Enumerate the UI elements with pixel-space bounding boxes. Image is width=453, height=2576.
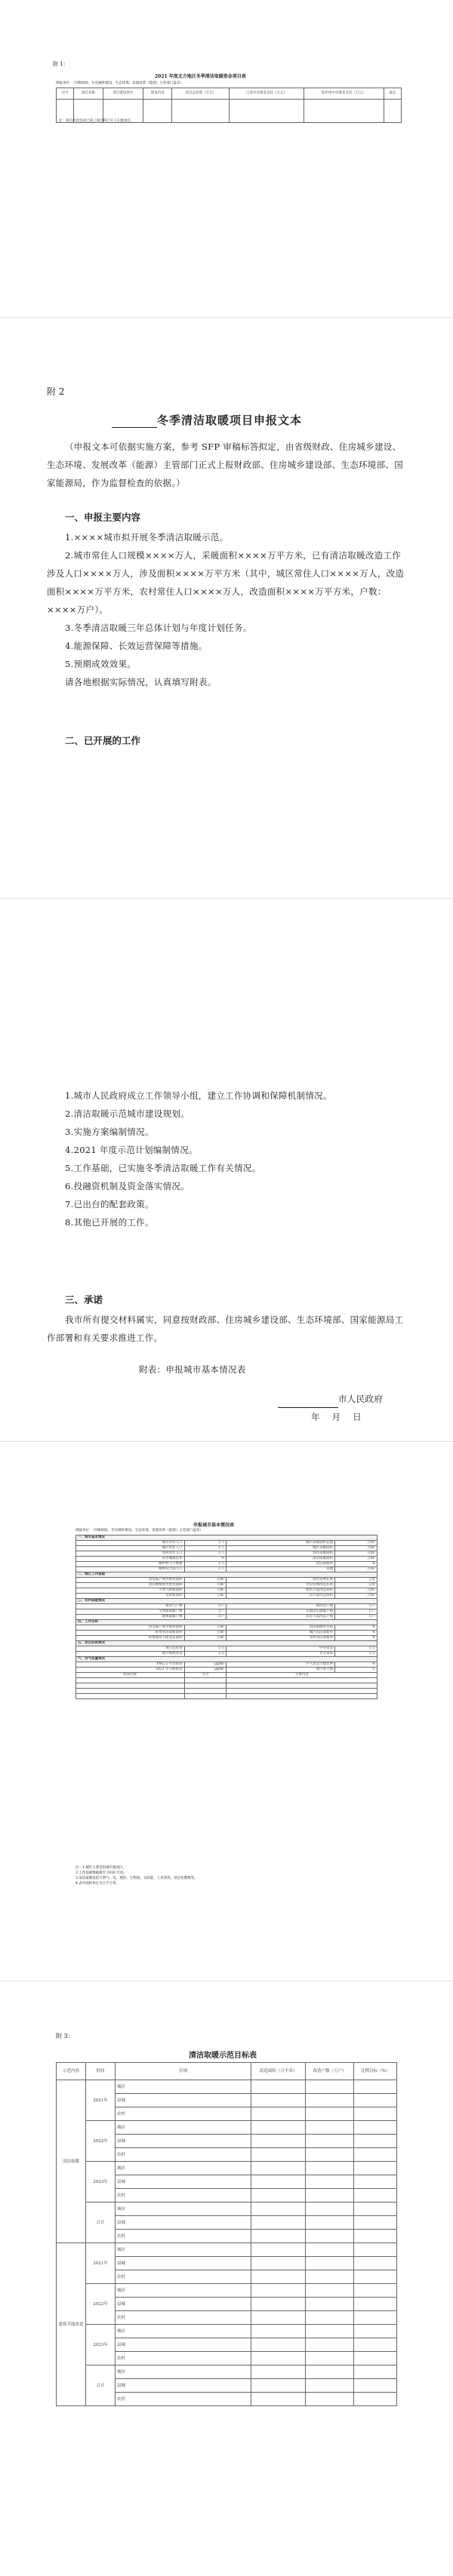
city-underline [278,1397,338,1408]
page-divider [0,1441,453,1442]
unit-cell: 万户 [184,1609,226,1615]
table-row [76,1689,378,1694]
label-cell: 其他清洁取暖户数 [226,1609,335,1615]
label-cell: 空气优良天数比例 [226,1662,335,1668]
year-cell: 2023年 [86,2325,116,2365]
header-cell: 改造面积（万平米） [251,2063,306,2080]
label-cell: 天然气供暖面积 [76,1588,185,1594]
table-row [76,1694,378,1699]
unit-cell: 公里 [335,1578,378,1583]
header-cell: 序号 [57,88,74,100]
label-cell: 农村采暖面积 [226,1551,335,1557]
area-cell: 农村 [116,2311,251,2325]
area-cell: 城区 [116,2162,251,2175]
project-table [56,88,402,123]
label-cell: 电供暖面积 [76,1594,185,1599]
signature-date: 年 月 日 [311,1412,362,1422]
unit-cell: 万m² [335,1551,378,1557]
unit-cell: 万m² [184,1588,226,1594]
label-cell: 清洁取暖面积 [226,1557,335,1562]
table-row [76,1615,378,1620]
label-cell: 煤改气户数 [76,1604,185,1609]
label-cell: 项目总投资 [76,1646,185,1652]
unit-cell: 万m² [335,1541,378,1546]
group-cell: 清洁取暖 [57,2080,86,2243]
label-cell: 热计量改造面积 [226,1594,335,1599]
section-heading: 一、城市基本情况 [76,1535,378,1541]
label-cell: 清洁燃煤集中供热面积 [76,1583,185,1588]
unit-cell: % [335,1625,378,1631]
header-cell: 示范内容 [57,2063,86,2080]
page-3 [0,905,453,1422]
year-cell: 2022年 [86,2284,116,2325]
list-item: 1.××××城市拟开展冬季清洁取暖示范。 [65,532,229,543]
unit-cell: 万元 [335,1646,378,1652]
section-heading: 三、农村取暖情况 [76,1599,378,1604]
group-cell: 建筑节能改造 [57,2243,86,2406]
section-1-list [47,528,408,691]
unit-line: 填报单位：（市级财政、住房城乡建设、生态环境、发展改革（能源）主管部门盖章） [56,81,183,85]
list-item: 请各地根据实际情况，认真填写附表。 [65,677,217,687]
unit-cell: % [335,1662,378,1668]
area-cell: 城区 [116,2325,251,2338]
table-row [76,1609,378,1615]
unit-cell: 万元 [335,1652,378,1657]
year-cell: 2022年 [86,2121,116,2162]
year-cell: 2021年 [86,2243,116,2284]
label-cell: 2021 年目标浓度 [76,1668,185,1673]
table-row [76,1683,378,1689]
table-row [76,1625,378,1631]
section-heading: 五、项目投资情况 [76,1641,378,1646]
table-row [76,1604,378,1609]
area-cell: 农村 [116,2230,251,2243]
unit-cell: 万户 [184,1604,226,1609]
unit-cell: 万m² [335,1546,378,1551]
table-row [76,1562,378,1567]
area-cell: 城区 [116,2365,251,2379]
page-divider [0,317,453,318]
header-cell: 区域 [116,2063,251,2080]
table-row [57,2365,397,2379]
note-line: 3.清洁取暖包括天然气、电、地热、生物质、太阳能、工业余热、清洁化燃煤等。 [76,1877,198,1880]
unit-cell: μg/m³ [184,1662,226,1668]
header-cell: 项目建设单位 [103,88,143,100]
page-title: 2021 年度北方地区冬季清洁取暖资金项目表 [155,74,246,79]
list-item: 4.能源保障、长效运营保障等措施。 [65,641,208,651]
list-item: 8.其他已开展的工作。 [65,1217,154,1228]
header-cell: 改造户数（万户） [305,2063,353,2080]
unit-cell: 万m² [335,1567,378,1572]
section-3-heading: 三、承诺 [65,1294,103,1305]
section-1-heading: 一、申报主要内容 [65,512,141,523]
label-cell: 热电联产集中供热面积 [76,1578,185,1583]
unit-cell: % [335,1631,378,1636]
unit-cell: 万户 [335,1604,378,1609]
header-cell: 比例目标（%） [354,2063,397,2080]
header-cell: 政策名称 [76,1673,185,1678]
table-row [57,2284,397,2298]
page-5 [0,1988,453,2576]
unit-cell: 万户 [335,1615,378,1620]
header-cell: 主要内容 [226,1673,378,1678]
header-cell: 项目总投资（万元） [172,88,230,100]
list-item: 2.城市常住人口规模××××万人，采暖面积××××万平方米，已有清洁取暖改造工作涉及人口××××万人，涉及面积××××万平方米（其中，城区常住人口××××万人，改造面积××××万平方米，农村常住人口××××万人，改造面积××××万平方米，户数：××××万户）。 [47,550,405,615]
unit-cell: 万m² [184,1636,226,1641]
unit-cell: 万人 [184,1546,226,1551]
header-cell: 文号 [184,1673,226,1678]
table-row [76,1546,378,1551]
list-item: 5.工作基础，已实施冬季清洁取暖工作有关情况。 [65,1163,261,1173]
unit-cell: 万人 [184,1567,226,1572]
section-row [76,1641,378,1646]
table-row [76,1594,378,1599]
list-item: 1.城市人民政府成立工作领导小组，建立工作协调和保障机制情况。 [65,1090,332,1101]
label-cell: 老旧管网改造长度 [226,1583,335,1588]
unit-cell: % [184,1557,226,1562]
unit-cell: 万元 [184,1646,226,1652]
list-item: 3.冬季清洁取暖三年总体计划与年度计划任务。 [65,622,252,633]
year-cell: 2023年 [86,2162,116,2203]
area-cell: 县城 [116,2379,251,2393]
page-4 [0,1449,453,1977]
header-cell: 项目名称 [74,88,103,100]
label-cell: 城乡结合部人口 [76,1567,185,1572]
label-cell: 城市采暖面积总量 [226,1541,335,1546]
area-cell: 城区 [116,2203,251,2216]
table-row [57,2121,397,2135]
unit-cell: 万m² [184,1578,226,1583]
header-cell: 拟申请中央资金支持（万元） [304,88,384,100]
label-cell: 清洁取暖率目标 [226,1625,335,1631]
label-cell: 农村清洁取暖率 [226,1636,335,1641]
area-cell: 城区 [116,2080,251,2094]
note-line: 2.工作基础数据截至 2020 年底。 [76,1871,128,1875]
city-info-table [76,1535,378,1699]
unit-cell: 万户 [335,1609,378,1615]
area-cell: 城区 [116,2243,251,2257]
section-heading: 二、城区工作基础 [76,1572,378,1578]
unit-cell: 万人 [184,1541,226,1546]
table-row [76,1678,378,1683]
unit-cell: 万m² [335,1594,378,1599]
section-2-heading: 二、已开展的工作 [65,735,141,746]
label-cell: 中央资金 [226,1646,335,1652]
label-cell: 重污染天数 [226,1668,335,1673]
table-row [76,1567,378,1572]
label-cell: 城中村人口数量 [76,1562,185,1567]
unit-cell: 万人 [184,1551,226,1557]
unit-line: 填报单位：（市级财政、住房城乡建设、生态环境、发展改革（能源）主管部门盖章） [76,1529,203,1532]
label-cell: 供热管网长度 [226,1578,335,1583]
table-row [57,2243,397,2257]
label-cell: 城区采暖面积 [226,1546,335,1551]
attachment-label: 附 3： [56,2033,74,2040]
section-row [76,1620,378,1625]
page-title [112,412,302,428]
table-row [76,1557,378,1562]
label-cell: 建筑节能改造面积 [226,1588,335,1594]
title-text: 冬季清洁取暖项目申报文本 [157,413,303,427]
area-cell: 县城 [116,2257,251,2270]
list-item: 7.已出台的配套政策。 [65,1199,154,1210]
label-cell: 新增清洁取暖面积 [76,1631,185,1636]
page-divider [0,898,453,899]
table-row [76,1578,378,1583]
label-cell: 地方财政资金 [76,1652,185,1657]
unit-cell: 万m² [184,1583,226,1588]
table-row [76,1646,378,1652]
list-item: 4.2021 年度示范计划编制情况。 [65,1145,198,1155]
table-row [57,2325,397,2338]
unit-cell: 万m² [184,1594,226,1599]
table-row [76,1551,378,1557]
unit-cell: % [335,1636,378,1641]
label-cell: 农房节能改造户数 [226,1615,335,1620]
table-row [76,1541,378,1546]
city-underline [112,417,157,428]
header-cell: 建设内容 [143,88,172,100]
label-cell: 新增建筑节能改造面积 [76,1636,185,1641]
area-cell: 县城 [116,2175,251,2189]
area-cell: 县城 [116,2298,251,2311]
note-line: 4.表中面积单位为万平方米。 [76,1882,120,1886]
label-cell: 农村常住人口 [76,1551,185,1557]
header-cell: 已获中央资金支持（万元） [230,88,304,100]
label-cell: 散煤取暖户数 [76,1615,185,1620]
year-cell: 合计 [86,2203,116,2243]
table-row [76,1631,378,1636]
section-2-list [47,1087,408,1231]
table-title: 清洁取暖示范目标表 [189,2052,257,2060]
area-cell: 城区 [116,2284,251,2298]
signature-org: 市人民政府 [278,1390,383,1408]
unit-cell: 万m² [335,1557,378,1562]
attachment-label: 附 2 [47,386,65,397]
table-title: 申报城市基本情况表 [193,1523,235,1528]
header-cell: 备注 [384,88,401,100]
note-line: 注：1.城区主要是指城市建成区。 [76,1866,127,1870]
label-cell: 其中城镇化率 [76,1557,185,1562]
area-cell: 农村 [116,2107,251,2121]
table-row [76,1673,378,1678]
area-cell: 农村 [116,2148,251,2162]
table-note: 注：项目内容包括已竣工项目和已开工在建项目。 [59,119,134,123]
label-cell: 热电联产集中供热面积 [76,1625,185,1631]
label-cell: 城区常住人口 [76,1546,185,1551]
unit-cell: μg/m³ [184,1668,226,1673]
area-cell: 农村 [116,2189,251,2203]
page-2 [0,324,453,898]
label-cell: 城市常住人口 [76,1541,185,1546]
unit-cell: 天 [335,1668,378,1673]
list-item: 5.预期成效效果。 [65,659,137,669]
table-row [76,1583,378,1588]
attachment-label: 附 1： [53,61,69,67]
year-cell: 合计 [86,2365,116,2406]
label-cell: 生物质取暖户数 [76,1609,185,1615]
table-row [57,2080,397,2094]
target-table [56,2062,397,2406]
list-item: 2.清洁取暖示范城市建设规划。 [65,1108,190,1119]
attachment-line: 附表：申报城市基本情况表 [139,1364,246,1375]
table-notes [76,1865,378,1886]
section-row [76,1535,378,1541]
unit-cell: 万人 [184,1562,226,1567]
area-cell: 城区 [116,2121,251,2135]
label-cell: 社会资本 [226,1652,335,1657]
section-row [76,1572,378,1578]
table-row [76,1668,378,1673]
unit-cell: 万户 [184,1615,226,1620]
label-cell: 城区清洁取暖率 [226,1631,335,1636]
table-row [76,1652,378,1657]
list-item: 3.实施方案编制情况。 [65,1127,154,1137]
area-cell: 农村 [116,2393,251,2406]
header-cell: 时间 [86,2063,116,2080]
section-row [76,1599,378,1604]
label-cell: PM2.5 年均浓度 [76,1662,185,1668]
table-row [76,1588,378,1594]
label-cell: 煤改电户数 [226,1604,335,1609]
area-cell: 县城 [116,2135,251,2148]
label-cell: 清洁取暖率 [226,1562,335,1567]
area-cell: 县城 [116,2216,251,2230]
area-cell: 县城 [116,2094,251,2107]
label-cell: 其他 [226,1567,335,1572]
area-cell: 农村 [116,2352,251,2365]
intro-paragraph: （申报文本可依据实施方案，参考 SFP 审稿标答拟定，由省级财政、住房城乡建设、生态环境、发展改革（能源）主管部门正式上报财政部、住房城乡建设部、生态环境部、国家能源局，作为监督检查的依据。） [47,441,403,488]
unit-cell: 万元 [184,1652,226,1657]
header-row [57,2063,397,2080]
commitment-paragraph: 我市所有提交材料属实，同意按财政部、住房城乡建设部、生态环境部、国家能源局工作部署和有关要求推进工作。 [47,1314,404,1343]
unit-cell: 万m² [184,1625,226,1631]
section-row [76,1657,378,1662]
area-cell: 农村 [116,2270,251,2284]
table-row [57,2203,397,2216]
unit-cell: 万m² [184,1631,226,1636]
section-heading: 六、空气质量情况 [76,1657,378,1662]
table-row [76,1636,378,1641]
unit-cell: 公里 [335,1583,378,1588]
year-cell: 2021年 [86,2080,116,2121]
area-cell: 县城 [116,2338,251,2352]
unit-cell: % [335,1562,378,1567]
table-row [57,2162,397,2175]
section-heading: 四、工作目标 [76,1620,378,1625]
unit-cell: 万m² [335,1588,378,1594]
list-item: 6.投融资机制及资金落实情况。 [65,1181,190,1191]
page-1 [0,0,453,317]
table-row [76,1662,378,1668]
